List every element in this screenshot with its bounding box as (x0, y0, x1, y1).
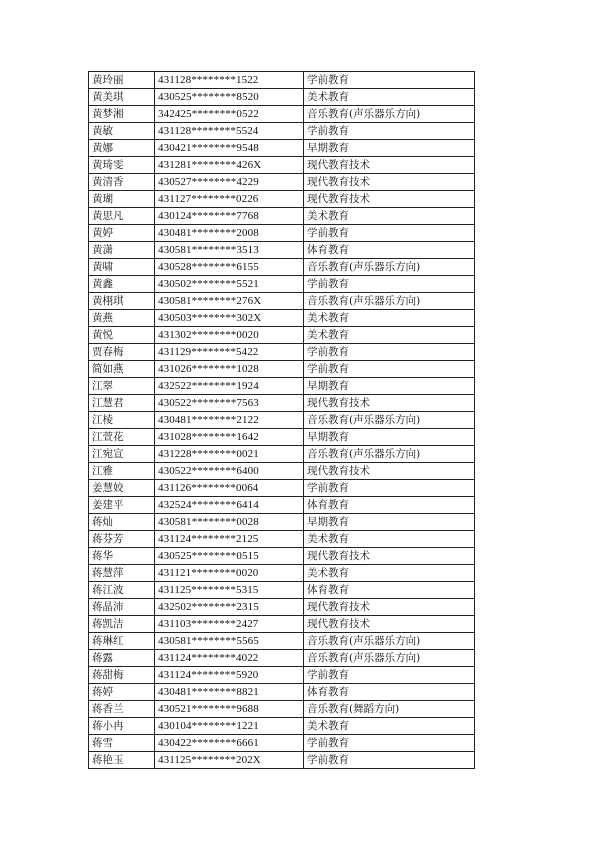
major-cell: 美术教育 (304, 310, 475, 327)
table-row (89, 565, 475, 582)
student-name-cell: 黄婷 (89, 225, 155, 242)
student-name-cell: 蒋华 (89, 548, 155, 565)
id-number-cell: 430104********1221 (155, 718, 304, 735)
student-name-cell: 蒋甜梅 (89, 667, 155, 684)
id-number-cell: 430581********5565 (155, 633, 304, 650)
table-row (89, 106, 475, 123)
id-number-cell: 431125********5315 (155, 582, 304, 599)
major-cell: 学前教育 (304, 752, 475, 769)
major-cell: 现代教育技术 (304, 157, 475, 174)
major-cell: 现代教育技术 (304, 599, 475, 616)
major-cell: 现代教育技术 (304, 174, 475, 191)
student-name-cell: 黄啸 (89, 259, 155, 276)
major-cell: 体育教育 (304, 684, 475, 701)
id-number-cell: 342425********0522 (155, 106, 304, 123)
major-cell: 音乐教育(声乐器乐方向) (304, 446, 475, 463)
table-row (89, 395, 475, 412)
student-name-cell: 蒋露 (89, 650, 155, 667)
major-cell: 早期教育 (304, 429, 475, 446)
id-number-cell: 431124********4022 (155, 650, 304, 667)
student-name-cell: 贾春梅 (89, 344, 155, 361)
table-row (89, 344, 475, 361)
id-number-cell: 431026********1028 (155, 361, 304, 378)
major-cell: 学前教育 (304, 480, 475, 497)
student-roster-table (88, 71, 475, 769)
student-name-cell: 黄悦 (89, 327, 155, 344)
table-row (89, 429, 475, 446)
id-number-cell: 430581********276X (155, 293, 304, 310)
table-row (89, 735, 475, 752)
id-number-cell: 431127********0226 (155, 191, 304, 208)
table-row (89, 718, 475, 735)
student-name-cell: 黄玲丽 (89, 72, 155, 89)
table-row (89, 684, 475, 701)
id-number-cell: 432502********2315 (155, 599, 304, 616)
table-row (89, 242, 475, 259)
id-number-cell: 431124********5920 (155, 667, 304, 684)
table-row (89, 378, 475, 395)
table-row (89, 446, 475, 463)
student-name-cell: 黄燕 (89, 310, 155, 327)
id-number-cell: 431103********2427 (155, 616, 304, 633)
major-cell: 学前教育 (304, 225, 475, 242)
id-number-cell: 431228********0021 (155, 446, 304, 463)
id-number-cell: 431124********2125 (155, 531, 304, 548)
major-cell: 音乐教育(声乐器乐方向) (304, 633, 475, 650)
table-row (89, 497, 475, 514)
table-row (89, 259, 475, 276)
student-name-cell: 蒋艳玉 (89, 752, 155, 769)
major-cell: 学前教育 (304, 667, 475, 684)
major-cell: 学前教育 (304, 123, 475, 140)
id-number-cell: 430124********7768 (155, 208, 304, 225)
id-number-cell: 430421********9548 (155, 140, 304, 157)
id-number-cell: 430527********4229 (155, 174, 304, 191)
major-cell: 音乐教育(声乐器乐方向) (304, 293, 475, 310)
table-row (89, 293, 475, 310)
student-name-cell: 江雅 (89, 463, 155, 480)
major-cell: 音乐教育(声乐器乐方向) (304, 259, 475, 276)
table-row (89, 191, 475, 208)
table-row (89, 514, 475, 531)
table-row (89, 531, 475, 548)
student-name-cell: 江棱 (89, 412, 155, 429)
id-number-cell: 430581********3513 (155, 242, 304, 259)
id-number-cell: 431281********426X (155, 157, 304, 174)
student-name-cell: 黄琦雯 (89, 157, 155, 174)
roster-body (89, 72, 475, 769)
major-cell: 美术教育 (304, 208, 475, 225)
major-cell: 学前教育 (304, 72, 475, 89)
major-cell: 音乐教育(舞蹈方向) (304, 701, 475, 718)
table-row (89, 361, 475, 378)
table-row (89, 327, 475, 344)
table-row (89, 463, 475, 480)
id-number-cell: 430528********6155 (155, 259, 304, 276)
id-number-cell: 431128********5524 (155, 123, 304, 140)
table-row (89, 72, 475, 89)
student-name-cell: 简如燕 (89, 361, 155, 378)
table-row (89, 582, 475, 599)
major-cell: 体育教育 (304, 242, 475, 259)
student-name-cell: 蒋江波 (89, 582, 155, 599)
student-name-cell: 黄栩琪 (89, 293, 155, 310)
student-name-cell: 黄敏 (89, 123, 155, 140)
id-number-cell: 430503********302X (155, 310, 304, 327)
id-number-cell: 431129********5422 (155, 344, 304, 361)
id-number-cell: 430481********2122 (155, 412, 304, 429)
major-cell: 早期教育 (304, 140, 475, 157)
student-name-cell: 黄梦湘 (89, 106, 155, 123)
major-cell: 音乐教育(声乐器乐方向) (304, 106, 475, 123)
table-row (89, 123, 475, 140)
id-number-cell: 430481********2008 (155, 225, 304, 242)
major-cell: 学前教育 (304, 276, 475, 293)
student-name-cell: 蒋雪 (89, 735, 155, 752)
id-number-cell: 431121********0020 (155, 565, 304, 582)
id-number-cell: 430525********8520 (155, 89, 304, 106)
major-cell: 学前教育 (304, 735, 475, 752)
table-row (89, 616, 475, 633)
table-row (89, 633, 475, 650)
major-cell: 学前教育 (304, 344, 475, 361)
id-number-cell: 430581********0028 (155, 514, 304, 531)
student-name-cell: 蒋凯洁 (89, 616, 155, 633)
student-name-cell: 黄潇 (89, 242, 155, 259)
id-number-cell: 430502********5521 (155, 276, 304, 293)
table-row (89, 310, 475, 327)
id-number-cell: 431126********0064 (155, 480, 304, 497)
major-cell: 早期教育 (304, 378, 475, 395)
major-cell: 美术教育 (304, 565, 475, 582)
table-row (89, 276, 475, 293)
major-cell: 现代教育技术 (304, 191, 475, 208)
table-row (89, 650, 475, 667)
student-name-cell: 姜建平 (89, 497, 155, 514)
major-cell: 体育教育 (304, 497, 475, 514)
major-cell: 现代教育技术 (304, 463, 475, 480)
major-cell: 音乐教育(声乐器乐方向) (304, 650, 475, 667)
major-cell: 现代教育技术 (304, 616, 475, 633)
student-name-cell: 黄清香 (89, 174, 155, 191)
major-cell: 美术教育 (304, 531, 475, 548)
student-name-cell: 江萱花 (89, 429, 155, 446)
student-name-cell: 蒋晶沛 (89, 599, 155, 616)
student-name-cell: 蒋小冉 (89, 718, 155, 735)
student-name-cell: 江翠 (89, 378, 155, 395)
student-name-cell: 蒋慧萍 (89, 565, 155, 582)
table-row (89, 701, 475, 718)
major-cell: 现代教育技术 (304, 395, 475, 412)
table-row (89, 157, 475, 174)
student-name-cell: 黄美琪 (89, 89, 155, 106)
student-name-cell: 黄鑫 (89, 276, 155, 293)
student-name-cell: 蒋婷 (89, 684, 155, 701)
major-cell: 学前教育 (304, 361, 475, 378)
table-row (89, 548, 475, 565)
table-row (89, 89, 475, 106)
table-row (89, 752, 475, 769)
student-name-cell: 姜慧姣 (89, 480, 155, 497)
table-row (89, 667, 475, 684)
major-cell: 美术教育 (304, 718, 475, 735)
table-row (89, 140, 475, 157)
student-name-cell: 蒋灿 (89, 514, 155, 531)
major-cell: 音乐教育(声乐器乐方向) (304, 412, 475, 429)
id-number-cell: 431302********0020 (155, 327, 304, 344)
student-name-cell: 黄思凡 (89, 208, 155, 225)
table-row (89, 208, 475, 225)
id-number-cell: 432524********6414 (155, 497, 304, 514)
major-cell: 美术教育 (304, 89, 475, 106)
id-number-cell: 432522********1924 (155, 378, 304, 395)
id-number-cell: 430422********6661 (155, 735, 304, 752)
id-number-cell: 430525********0515 (155, 548, 304, 565)
major-cell: 早期教育 (304, 514, 475, 531)
id-number-cell: 430522********7563 (155, 395, 304, 412)
student-name-cell: 黄娜 (89, 140, 155, 157)
id-number-cell: 431125********202X (155, 752, 304, 769)
student-name-cell: 江宛宣 (89, 446, 155, 463)
id-number-cell: 431028********1642 (155, 429, 304, 446)
major-cell: 体育教育 (304, 582, 475, 599)
table-row (89, 480, 475, 497)
student-name-cell: 蒋芬芳 (89, 531, 155, 548)
id-number-cell: 430522********6400 (155, 463, 304, 480)
table-row (89, 599, 475, 616)
id-number-cell: 430521********9688 (155, 701, 304, 718)
id-number-cell: 431128********1522 (155, 72, 304, 89)
id-number-cell: 430481********8821 (155, 684, 304, 701)
student-name-cell: 江慧君 (89, 395, 155, 412)
table-row (89, 412, 475, 429)
major-cell: 美术教育 (304, 327, 475, 344)
student-name-cell: 黄瑚 (89, 191, 155, 208)
student-name-cell: 蒋香兰 (89, 701, 155, 718)
table-row (89, 174, 475, 191)
major-cell: 现代教育技术 (304, 548, 475, 565)
student-name-cell: 蒋琳红 (89, 633, 155, 650)
table-row (89, 225, 475, 242)
